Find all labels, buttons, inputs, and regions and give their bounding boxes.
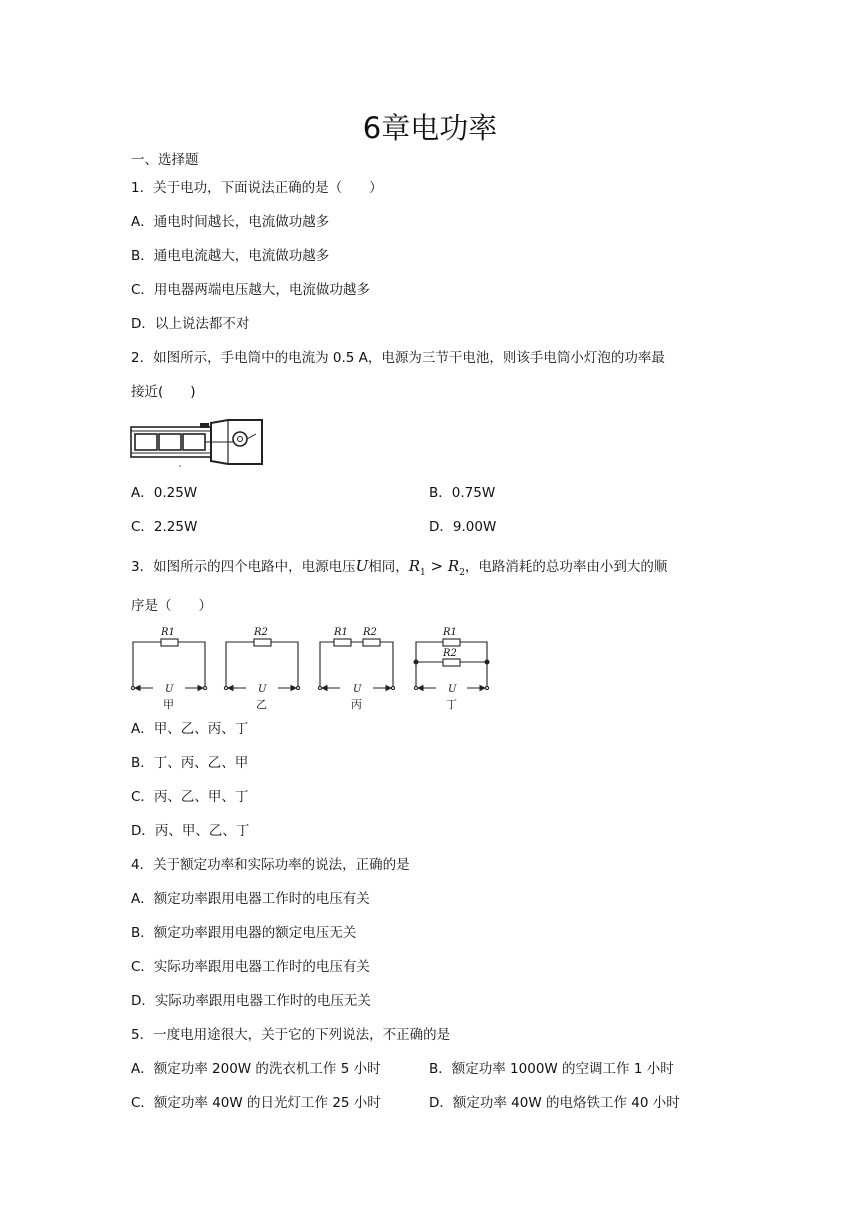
circuit-bing-r1-label: R1 xyxy=(334,627,348,638)
q4-option-a: A．额定功率跟用电器工作时的电压有关 xyxy=(131,891,370,907)
q1-option-c: C．用电器两端电压越大，电流做功越多 xyxy=(131,282,370,298)
q1-option-b: B．通电电流越大，电流做功越多 xyxy=(131,248,330,264)
section-heading: 一、选择题 xyxy=(131,152,199,168)
q5-option-d: D．额定功率 40W 的电烙铁工作 40 小时 xyxy=(429,1095,680,1111)
q2-option-a: A．0.25W xyxy=(131,485,198,501)
q4-stem: 4．关于额定功率和实际功率的说法，正确的是 xyxy=(131,857,410,873)
circuit-jia-r1-label: R1 xyxy=(161,627,175,638)
circuit-yi-r2-label: R2 xyxy=(254,627,268,638)
q1-stem: 1．关于电功，下面说法正确的是（ ） xyxy=(131,180,383,196)
q3-stem-line1: 3．如图所示的四个电路中，电源电压U相同，$R_1 > R_2$，电路消耗的总功率由小到大的顺 xyxy=(131,557,668,578)
circuit-diagrams xyxy=(125,620,500,715)
q2-option-b: B．0.75W xyxy=(429,485,496,501)
circuit-ding-r2-label: R2 xyxy=(443,648,457,659)
circuit-jia-caption: 甲 xyxy=(163,698,174,711)
q2-option-d: D．9.00W xyxy=(429,519,497,535)
circuit-ding-caption: 丁 xyxy=(446,698,457,711)
q3-option-d: D．丙、甲、乙、丁 xyxy=(131,823,250,839)
q4-option-d: D．实际功率跟用电器工作时的电压无关 xyxy=(131,993,371,1009)
q2-stem-line1: 2．如图所示，手电筒中的电流为 0.5 A，电源为三节干电池，则该手电筒小灯泡的功率最 xyxy=(131,350,665,366)
q4-option-b: B．额定功率跟用电器的额定电压无关 xyxy=(131,925,357,941)
q3-stem-line2: 序是（ ） xyxy=(131,598,212,614)
circuit-yi-caption: 乙 xyxy=(256,698,267,711)
q3-option-b: B．丁、丙、乙、甲 xyxy=(131,755,249,771)
q5-stem: 5．一度电用途很大，关于它的下列说法，不正确的是 xyxy=(131,1027,451,1043)
q5-option-c: C．额定功率 40W 的日光灯工作 25 小时 xyxy=(131,1095,381,1111)
q2-option-c: C．2.25W xyxy=(131,519,198,535)
circuit-ding-r1-label: R1 xyxy=(443,627,457,638)
circuit-bing-caption: 丙 xyxy=(351,698,362,711)
q4-option-c: C．实际功率跟用电器工作时的电压有关 xyxy=(131,959,370,975)
q3-option-a: A．甲、乙、丙、丁 xyxy=(131,721,249,737)
circuit-bing-r2-label: R2 xyxy=(363,627,377,638)
flashlight-figure xyxy=(130,418,266,468)
circuit-jia-u-label: U xyxy=(165,684,174,695)
q1-option-d: D．以上说法都不对 xyxy=(131,316,250,332)
page-title: 6章电功率 xyxy=(362,111,498,145)
q3-option-c: C．丙、乙、甲、丁 xyxy=(131,789,249,805)
q5-option-a: A．额定功率 200W 的洗衣机工作 5 小时 xyxy=(131,1061,381,1077)
q2-stem-line2: 接近( ) xyxy=(131,384,196,400)
q1-option-a: A．通电时间越长，电流做功越多 xyxy=(131,214,330,230)
circuit-ding-u-label: U xyxy=(448,684,457,695)
circuit-yi-u-label: U xyxy=(258,684,267,695)
q5-option-b: B．额定功率 1000W 的空调工作 1 小时 xyxy=(429,1061,674,1077)
circuit-bing-u-label: U xyxy=(353,684,362,695)
